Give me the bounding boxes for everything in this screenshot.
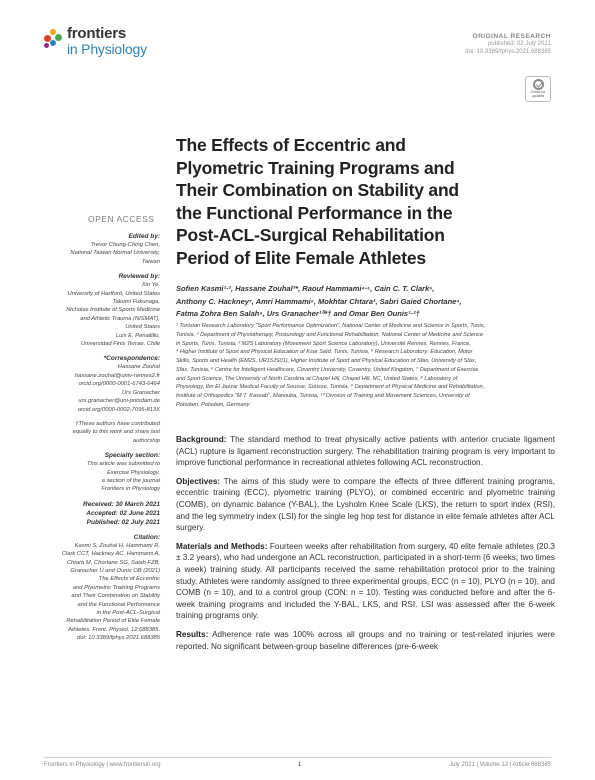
title-line: Their Combination on Stability and bbox=[176, 180, 459, 200]
sidebar-section bbox=[44, 420, 160, 445]
sidebar-value: authorship bbox=[132, 437, 160, 444]
author-line: Anthony C. Hackney⁷, Amri Hammami⁸, Mokhtar Chtara¹, Sabri Gaied Chortane⁴, bbox=[176, 296, 462, 306]
abstract-text: Adherence rate was 100% across all groups and no training or test-related injuries were reported. No significant between-group baseline differences (pre-6-week bbox=[176, 629, 555, 651]
sidebar-label: *Correspondence: bbox=[103, 355, 160, 363]
sidebar-value: Hassane Zouhal bbox=[117, 364, 160, 371]
abstract-text: Fourteen weeks after rehabilitation from surgery, 40 elite female athletes (20.3 ± 3.2 years), who had undergone an ACL reconstruction, participated in a short-term (6 weeks; two times a week) training study. All participants received the same rehabilitation protocol prior to the training study. Athletes were randomly assigned to three experimental groups, ECC (n = 10), PLYO (n = 10), and COMB (n = 10), and to a control group (CON: n = 10). Testing was conducted before and after the 6-week training programs and included the Y-BAL, LKS, and RSI. LSI was assessed after the 6-week training programs only. bbox=[176, 541, 555, 621]
check-updates-label: Check for updates bbox=[530, 90, 546, 98]
affiliation-line: Skills, Sports and Health (EM2S, UR15JS01), Higher Institute of Sport and Physical Education of Sfax, University of Sfax, bbox=[176, 358, 477, 364]
sidebar-section bbox=[44, 509, 160, 518]
affiliation-line: ¹ Tunisian Research Laboratory "Sport Performance Optimization", National Center of Medicine and Science in Sports, Tunis, bbox=[176, 323, 486, 329]
sidebar-value[interactable]: orcid.org/0000-0002-7095-813X bbox=[77, 406, 160, 413]
sidebar-value: Rehabilitation Period of Elite Female bbox=[66, 618, 160, 625]
sidebar-value: and the Functional Performance bbox=[77, 601, 160, 608]
article-meta bbox=[465, 33, 551, 56]
abstract-methods bbox=[176, 541, 555, 622]
sidebar-label: Published: 02 July 2021 bbox=[86, 518, 160, 526]
check-icon bbox=[533, 79, 544, 90]
sidebar-value: Athletes. Front. Physiol. 12:688385. bbox=[68, 626, 160, 633]
logo-journal-name: in Physiology bbox=[67, 41, 147, 57]
sidebar-value: Taiwan bbox=[141, 258, 160, 265]
sidebar-section bbox=[44, 533, 160, 643]
sidebar-value: and Athletic Trauma (NISMAT), bbox=[80, 315, 160, 322]
article-type: ORIGINAL RESEARCH bbox=[472, 33, 551, 40]
published-date: published: 02 July 2021 bbox=[487, 41, 551, 48]
author-list bbox=[176, 283, 546, 321]
abstract-background bbox=[176, 434, 555, 469]
sidebar-label: Accepted: 02 June 2021 bbox=[86, 509, 160, 517]
journal-logo[interactable] bbox=[44, 26, 147, 56]
abstract-text: The standard method to treat physically active patients with anterior cruciate ligament (ACL) rupture is ligament reconstruction surgery. The rehabilitation training program is very important to improve functional performance in recreational athletes following ACL reconstruction. bbox=[176, 435, 555, 468]
sidebar-value: Exercise Physiology, bbox=[106, 469, 160, 476]
affiliation-line: Physiology, Ibn El Jazzar Medical Faculty of Sousse, Sousse, Tunisia, ⁹ Department of Physical Medicine and Rehabilitation, bbox=[176, 384, 485, 391]
sidebar-label: Edited by: bbox=[128, 233, 160, 240]
sidebar-section bbox=[44, 354, 160, 413]
affiliation-line: ⁴ Higher Institute of Sport and Physical Education of Ksar Saïd, Tunis, Tunisia, ⁵ Research Laboratory: Education, Motor bbox=[176, 349, 473, 356]
sidebar-label: Received: 30 March 2021 bbox=[83, 500, 160, 508]
sidebar-value: in the Post-ACL-Surgical bbox=[96, 610, 160, 616]
affiliation-list bbox=[176, 322, 554, 410]
sidebar-value: Chtara M, Chortane SG, Salah FZB, bbox=[66, 559, 160, 566]
sidebar-value: Luis E. Penailillo, bbox=[115, 332, 160, 339]
sidebar-value: Granacher U and Ounis OB (2021) bbox=[70, 567, 160, 574]
abstract bbox=[176, 434, 555, 659]
check-for-updates-button[interactable] bbox=[525, 76, 551, 102]
sidebar-value: Xin Ye, bbox=[141, 282, 160, 289]
sidebar-value: doi: 10.3389/fphys.2021.688385 bbox=[77, 635, 160, 642]
sidebar-value: and Their Combination on Stability bbox=[71, 593, 160, 600]
abstract-heading: Materials and Methods: bbox=[176, 541, 268, 551]
article-sidebar bbox=[44, 214, 160, 643]
abstract-heading: Results: bbox=[176, 629, 209, 639]
sidebar-value: The Effects of Eccentric bbox=[98, 576, 160, 583]
sidebar-value: This article was submitted to bbox=[86, 461, 160, 468]
sidebar-value: †These authors have contributed bbox=[75, 420, 160, 427]
logo-word: frontiers bbox=[67, 25, 127, 42]
affiliation-line: Institute of Orthopedics "M.T. Kassab", Manouba, Tunisia, ¹⁰ Division of Training and Movement Sciences, University of bbox=[176, 393, 470, 399]
title-line: The Effects of Eccentric and bbox=[176, 135, 406, 155]
sidebar-value: Takumi Fukunaga, bbox=[112, 299, 160, 306]
page-number: 1 bbox=[298, 762, 302, 768]
sidebar-section bbox=[44, 232, 160, 266]
sidebar-value: a section of the journal bbox=[101, 477, 160, 484]
sidebar-value: Universidad Finis Terrae, Chile bbox=[80, 341, 160, 348]
affiliation-line: Potsdam, Potsdam, Germany bbox=[176, 401, 250, 408]
doi-link[interactable]: doi: 10.3389/fphys.2021.688385 bbox=[465, 48, 551, 55]
sidebar-label: Citation: bbox=[133, 533, 160, 541]
sidebar-value: equally to this work and share last bbox=[72, 429, 160, 436]
title-line: Period of Elite Female Athletes bbox=[176, 247, 426, 268]
abstract-heading: Background: bbox=[176, 435, 227, 444]
open-access-label: OPEN ACCESS bbox=[88, 214, 155, 224]
sidebar-label: Specialty section: bbox=[104, 452, 160, 460]
sidebar-value: Kasmi S, Zouhal H, Hammami R, bbox=[74, 542, 160, 549]
sidebar-value: Clark CCT, Hackney AC, Hammami A, bbox=[61, 551, 160, 558]
author-line: Sofien Kasmi¹·², Hassane Zouhal³*, Raouf Hammami⁴·⁵, Cain C. T. Clark⁶, bbox=[176, 284, 435, 293]
sidebar-value[interactable]: hassane.zouhal@univ-rennes2.fr bbox=[74, 372, 160, 379]
abstract-heading: Objectives: bbox=[176, 476, 221, 486]
sidebar-value: National Taiwan Normal University, bbox=[70, 250, 160, 257]
title-line: the Functional Performance in the bbox=[176, 202, 453, 223]
sidebar-value[interactable]: urs.granacher@uni-potsdam.de bbox=[78, 398, 160, 405]
author-line: Fatma Zohra Ben Salah⁹, Urs Granacher¹⁰*† and Omar Ben Ounis¹·²† bbox=[176, 309, 420, 318]
sidebar-value[interactable]: orcid.org/0000-0001-6743-6464 bbox=[78, 381, 160, 388]
frontiers-logo-icon bbox=[44, 28, 64, 50]
article-title bbox=[176, 134, 556, 269]
abstract-objectives bbox=[176, 476, 555, 534]
sidebar-value: Urs Granacher bbox=[121, 389, 160, 396]
sidebar-value: Frontiers in Physiology bbox=[101, 486, 160, 493]
sidebar-value: United States bbox=[125, 324, 160, 331]
sidebar-value: University of Hartford, United States bbox=[67, 290, 160, 297]
abstract-results bbox=[176, 629, 555, 652]
sidebar-section bbox=[44, 518, 160, 527]
footer-volume: July 2021 | Volume 12 | Article 688385 bbox=[449, 762, 551, 768]
footer-divider bbox=[44, 757, 551, 758]
sidebar-value: and Plyometric Training Programs bbox=[72, 584, 160, 591]
sidebar-value: Trevor Chung-Ching Chen, bbox=[90, 242, 160, 248]
affiliation-line: in Sports, Tunis, Tunisia, ³ M2S Laboratory (Movement Sport Science Laboratory), Université Rennes, Rennes, France, bbox=[176, 340, 471, 347]
affiliation-line: Tunisia, ² Department of Physiotherapy, Posturology and Functional Rehabilitation, National Center of Medicine and Science bbox=[176, 331, 483, 338]
affiliation-line: Sfax, Tunisia, ⁶ Centre for Intelligent Healthcare, Coventry University, Coventry, United Kingdom, ⁷ Department of Exercise bbox=[176, 366, 479, 373]
affiliation-line: and Sport Science, The University of North Carolina at Chapel Hill, Chapel Hill, NC, United States, ⁸ Laboratory of bbox=[176, 375, 458, 382]
abstract-text: The aims of this study were to compare the effects of three different training programs, eccentric training (ECC), plyometric training (PLYO), or combined eccentric and plyometric training (COMB), on dynamic balance (Y-BAL), the Lysholm Knee Scale (LKS), the return to sport index (RSI), and the leg symmetry index (LSI) for the single leg hop test for distance in elite female athletes after ACL surgery. bbox=[176, 476, 555, 533]
sidebar-section bbox=[44, 272, 160, 348]
sidebar-value: Nicholas Institute of Sports Medicine bbox=[66, 307, 160, 314]
sidebar-label: Reviewed by: bbox=[118, 273, 160, 281]
footer-journal-link[interactable]: Frontiers in Physiology | www.frontiersin.org bbox=[44, 762, 161, 768]
sidebar-section bbox=[44, 451, 160, 494]
title-line: Post-ACL-Surgical Rehabilitation bbox=[176, 225, 445, 245]
sidebar-section bbox=[44, 500, 160, 509]
title-line: Plyometric Training Programs and bbox=[176, 157, 455, 178]
